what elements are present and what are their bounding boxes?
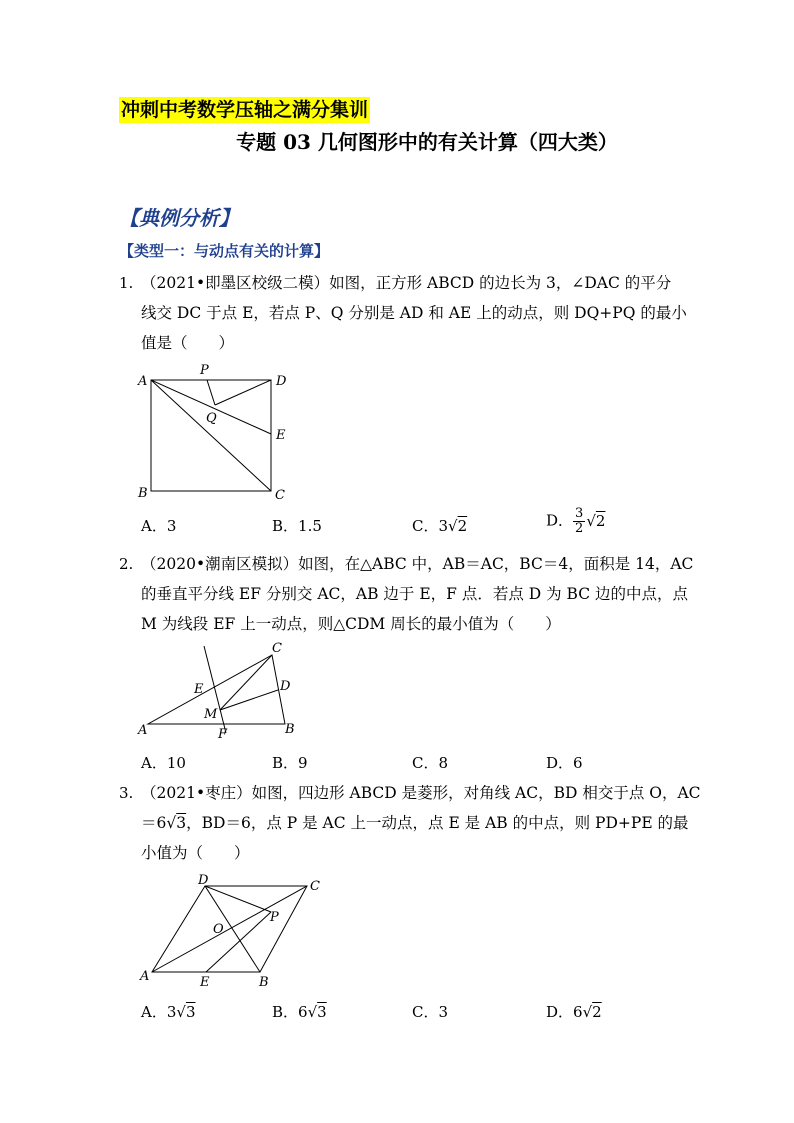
q1-label-p: P bbox=[200, 363, 209, 378]
q1-option-b: B．1.5 bbox=[272, 517, 322, 535]
q2-line1: （2020•潮南区模拟）如图，在△ABC 中，AB＝AC，BC＝4，面积是 14，AC bbox=[141, 555, 694, 573]
q3-number: 3. bbox=[119, 784, 134, 802]
q3-option-a: A．3√3 bbox=[141, 1003, 196, 1021]
header-banner: 冲刺中考数学压轴之满分集训 bbox=[121, 99, 369, 121]
q3-line1: （2021•枣庄）如图，四边形 ABCD 是菱形，对角线 AC，BD 相交于点 O，AC bbox=[141, 784, 701, 802]
q3-label-b: B bbox=[259, 975, 269, 990]
q3-label-c: C bbox=[310, 879, 320, 894]
q1-line1: （2021•即墨区校级二模）如图，正方形 ABCD 的边长为 3，∠DAC 的平分 bbox=[141, 274, 672, 292]
q1-option-c: C．3√2 bbox=[412, 517, 468, 535]
q3-figure bbox=[130, 868, 340, 993]
q2-line2: 的垂直平分线 EF 分别交 AC，AB 边于 E，F 点．若点 D 为 BC 边的中点，点 bbox=[141, 585, 689, 603]
q3-option-c: C．3 bbox=[412, 1003, 449, 1021]
q2-label-e: E bbox=[194, 682, 204, 697]
q2-line3: M 为线段 EF 上一动点，则△CDM 周长的最小值为（ ） bbox=[141, 615, 561, 633]
q1-segment-dq bbox=[215, 380, 271, 405]
q2-segment-md bbox=[220, 690, 278, 710]
q2-label-c: C bbox=[272, 641, 282, 656]
q1-label-d: D bbox=[276, 374, 287, 389]
q2-option-a: A．10 bbox=[141, 754, 186, 772]
q1-diagonal-ac bbox=[151, 380, 271, 491]
q3-label-o: O bbox=[213, 922, 224, 937]
q3-option-d: D．6√2 bbox=[546, 1003, 602, 1021]
q2-segment-mc bbox=[220, 655, 272, 710]
page-title: 专题 03 几何图形中的有关计算（四大类） bbox=[236, 130, 618, 154]
type-heading: 【类型一：与动点有关的计算】 bbox=[119, 242, 330, 260]
q2-number: 2. bbox=[119, 555, 134, 573]
q1-figure bbox=[130, 358, 310, 508]
q1-option-d: D． $\frac{3}{2}$ √2 bbox=[546, 506, 606, 536]
q1-segment-pq bbox=[207, 380, 215, 405]
q3-label-a: A bbox=[140, 969, 150, 984]
q1-label-b: B bbox=[138, 486, 148, 501]
q1-label-q: Q bbox=[206, 411, 217, 426]
q1-line3: 值是（ ） bbox=[141, 334, 235, 352]
q2-label-b: B bbox=[285, 722, 295, 737]
q2-option-b: B．9 bbox=[272, 754, 308, 772]
q2-option-d: D．6 bbox=[546, 754, 583, 772]
q2-label-f: F bbox=[218, 727, 228, 742]
q1-option-a: A．3 bbox=[141, 517, 177, 535]
q3-line3: 小值为（ ） bbox=[141, 844, 250, 862]
q2-option-c: C．8 bbox=[412, 754, 449, 772]
q1-label-a: A bbox=[138, 374, 148, 389]
q1-line2: 线交 DC 于点 E，若点 P、Q 分别是 AD 和 AE 上的动点，则 DQ+PQ 的最小 bbox=[141, 304, 687, 322]
q2-label-d: D bbox=[280, 679, 291, 694]
q3-segment-pd bbox=[205, 886, 271, 912]
q1-label-c: C bbox=[275, 488, 285, 503]
q3-label-p: P bbox=[270, 910, 279, 925]
q3-label-d: D bbox=[198, 873, 209, 888]
q1-label-e: E bbox=[276, 428, 286, 443]
q2-label-a: A bbox=[138, 723, 148, 738]
q3-segment-pe bbox=[206, 912, 271, 972]
q3-line2: ＝6√3，BD＝6，点 P 是 AC 上一动点，点 E 是 AB 的中点，则 PD+PE 的最 bbox=[141, 814, 689, 832]
section-heading: 【典例分析】 bbox=[119, 206, 239, 230]
q3-label-e: E bbox=[200, 975, 210, 990]
q3-option-b: B．6√3 bbox=[272, 1003, 327, 1021]
q2-label-m: M bbox=[204, 707, 218, 722]
q1-number: 1. bbox=[119, 274, 134, 292]
q2-figure bbox=[130, 640, 320, 745]
